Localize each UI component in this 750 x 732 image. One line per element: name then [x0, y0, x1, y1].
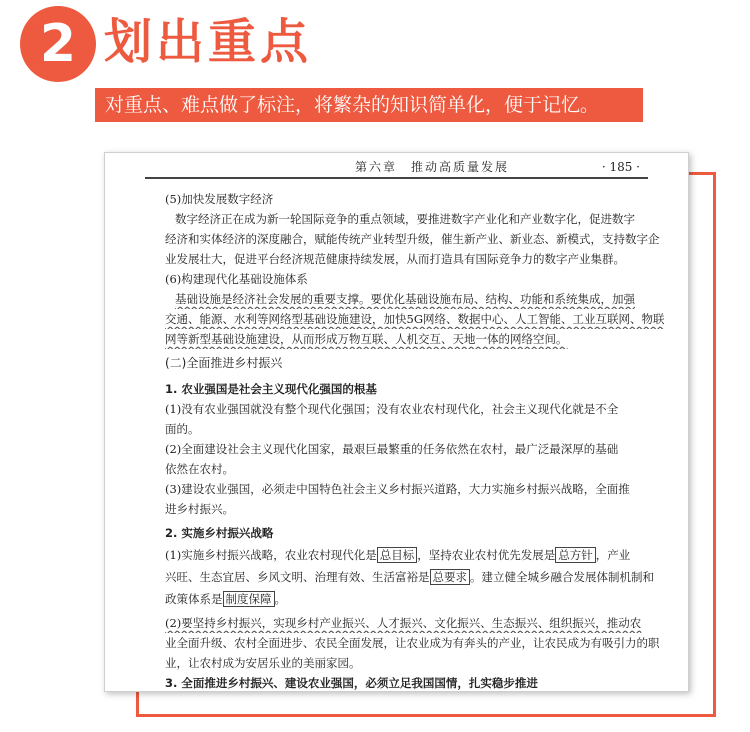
text-span: ，产业	[595, 548, 631, 562]
paragraph-line: 业发展壮大，促进平台经济规范健康持续发展，从而打造具有国际竞争力的数字产业集群。	[165, 252, 625, 266]
chapter-title: 第六章 推动高质量发展	[355, 160, 510, 174]
boxed-term: 总要求	[430, 569, 471, 585]
paragraph-line: 业全面升级、农村全面进步、农民全面发展，让农业成为有奔头的产业，让农民成为有吸引力的职	[165, 636, 660, 650]
paragraph-line	[165, 589, 665, 609]
bold-heading: 2. 实施乡村振兴战略	[165, 526, 274, 540]
page-number: · 185 ·	[601, 160, 640, 174]
book-page	[104, 152, 689, 692]
paragraph-line: 数字经济正在成为新一轮国际竞争的重点领域，要推进数字产业化和产业数字化，促进数字	[175, 212, 635, 226]
subheading: (5)加快发展数字经济	[165, 192, 274, 206]
text-span: (1)实施乡村振兴战略，农业农村现代化是	[165, 548, 377, 562]
text-span: 政策体系是	[165, 592, 223, 606]
paragraph-line: (2)全面建设社会主义现代化国家，最艰巨最繁重的任务依然在农村，最广泛最深厚的基础	[165, 442, 619, 456]
paragraph-line: 依然在农村。	[165, 462, 234, 476]
paragraph-line: (1)没有农业强国就没有整个现代化强国；没有农业农村现代化，社会主义现代化就是不全	[165, 402, 619, 416]
text-span: 。建立健全城乡融合发展体制机制和	[470, 570, 654, 584]
text-span: ，坚持农业农村优先发展是	[417, 548, 556, 562]
text-span: 兴旺、生态宜居、乡风文明、治理有效、生活富裕是	[165, 570, 430, 584]
boxed-term: 总目标	[377, 547, 418, 563]
highlighted-line: 基础设施是经济社会发展的重要支撑。要优化基础设施布局、结构、功能和系统集成，加强	[175, 292, 635, 306]
highlighted-line: 网等新型基础设施建设，从而形成万物互联、人机交互、天地一体的网络空间。	[165, 332, 568, 346]
subheading: (6)构建现代化基础设施体系	[165, 272, 308, 286]
highlighted-line: 交通、能源、水利等网络型基础设施建设，加快5G网络、数据中心、人工智能、工业互联网、物联	[165, 312, 665, 326]
paragraph-line: 业，让农村成为安居乐业的美丽家园。	[165, 656, 361, 670]
section-heading: (二)全面推进乡村振兴	[165, 356, 283, 370]
bold-heading: 3. 全面推进乡村振兴、建设农业强国，必须立足我国国情，扎实稳步推进	[165, 676, 538, 690]
banner: 对重点、难点做了标注，将繁杂的知识简单化，便于记忆。	[95, 88, 643, 122]
paragraph-line: 进乡村振兴。	[165, 502, 234, 516]
highlighted-line: (2)要坚持乡村振兴，实现乡村产业振兴、人才振兴、文化振兴、生态振兴、组织振兴，推动农	[165, 616, 642, 630]
paragraph-line: 面的。	[165, 422, 200, 436]
headline: 划出重点	[104, 14, 313, 70]
paragraph-line: 经济和实体经济的深度融合，赋能传统产业转型升级，催生新产业、新业态、新模式，支持数字企	[165, 232, 660, 246]
number-badge: 2	[20, 6, 96, 82]
paragraph-line	[165, 545, 665, 565]
text-span: 。	[274, 592, 286, 606]
page-header	[145, 157, 648, 179]
bold-heading: 1. 农业强国是社会主义现代化强国的根基	[165, 382, 377, 396]
paragraph-line	[165, 567, 665, 587]
paragraph-line: (3)建设农业强国，必须走中国特色社会主义乡村振兴道路，大力实施乡村振兴战略，全面推	[165, 482, 630, 496]
boxed-term: 总方针	[555, 547, 596, 563]
boxed-term: 制度保障	[223, 591, 275, 607]
